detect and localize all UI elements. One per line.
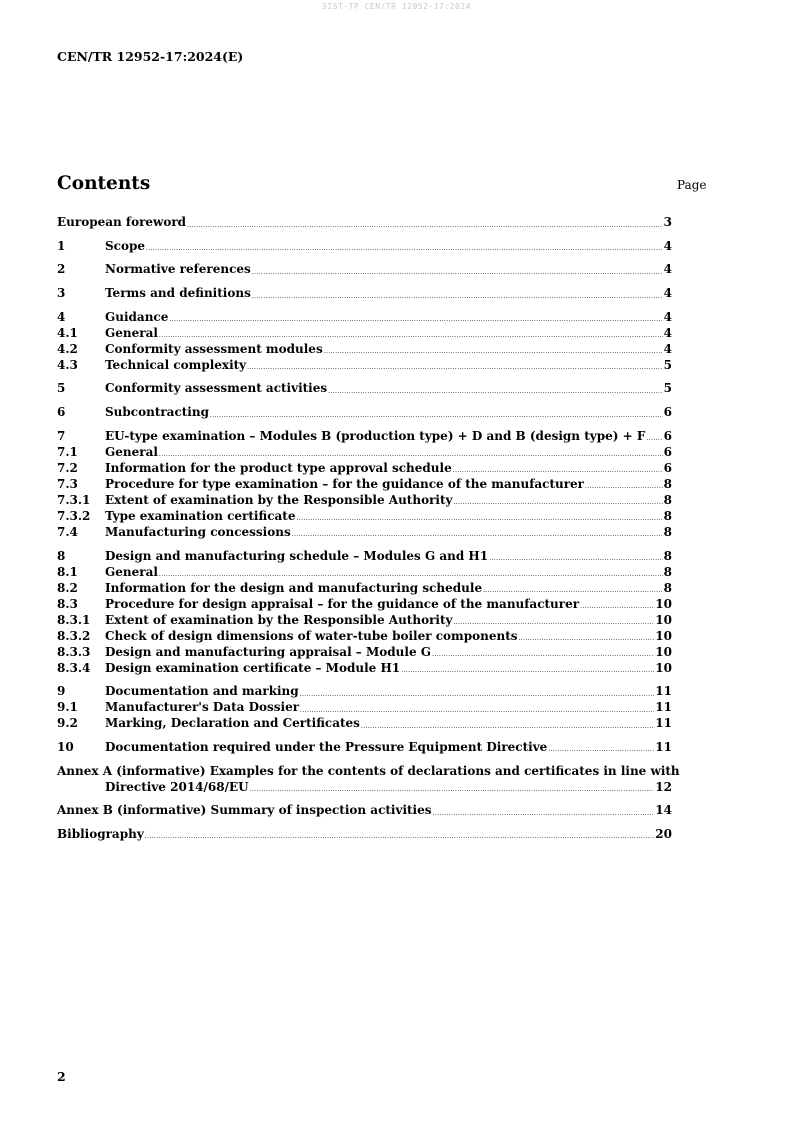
toc-section-number: 6 [57, 405, 66, 420]
toc-leader-dots [324, 347, 663, 356]
toc-entry[interactable] [57, 597, 672, 612]
toc-entry[interactable] [57, 803, 672, 818]
toc-page-number: 4 [663, 262, 672, 277]
toc-entry[interactable] [57, 700, 672, 715]
toc-leader-dots [169, 315, 662, 324]
toc-title: Guidance [105, 309, 169, 324]
toc-entry[interactable] [57, 780, 672, 795]
toc-title: Manufacturer's Data Dossier [105, 700, 300, 715]
toc-page-number: 5 [663, 381, 672, 396]
toc-leader-dots [646, 434, 662, 443]
toc-entry[interactable] [57, 262, 672, 277]
toc-page-number: 4 [663, 309, 672, 324]
toc-leader-dots [145, 832, 655, 841]
toc-title: Design and manufacturing appraisal – Module G [105, 644, 432, 659]
toc-title: Conformity assessment activities [105, 381, 328, 396]
toc-page-number: 6 [663, 460, 672, 475]
toc-leader-dots [159, 570, 663, 579]
table-of-contents [57, 215, 680, 841]
toc-section-number: 7 [57, 428, 66, 443]
toc-page-number: 11 [655, 739, 672, 754]
toc-title: Manufacturing concessions [105, 524, 291, 539]
toc-page-number: 10 [655, 612, 672, 627]
toc-title: EU-type examination – Modules B (production type) + D and B (design type) + F [105, 428, 646, 443]
toc-page-number: 20 [655, 826, 672, 841]
page-number: 2 [57, 1069, 66, 1084]
toc-page-number: 6 [663, 444, 672, 459]
toc-page-number: 11 [655, 716, 672, 731]
toc-title: General [105, 444, 158, 459]
toc-title: Annex B (informative) Summary of inspection activities [57, 803, 432, 818]
toc-leader-dots [433, 809, 655, 818]
toc-page-number: 4 [663, 341, 672, 356]
toc-section-number: 8.3.3 [57, 644, 91, 659]
toc-page-number: 8 [663, 492, 672, 507]
toc-entry[interactable] [57, 286, 672, 301]
toc-leader-dots [250, 785, 655, 794]
toc-section-number: 4 [57, 309, 66, 324]
toc-entry[interactable] [57, 716, 672, 731]
page-column-label: Page [677, 178, 707, 192]
toc-title: Extent of examination by the Responsible Authority [105, 492, 453, 507]
toc-leader-dots [432, 650, 654, 659]
toc-title: Check of design dimensions of water-tube boiler components [105, 628, 518, 643]
toc-title: Information for the design and manufacturing schedule [105, 580, 483, 595]
toc-title: Marking, Declaration and Certificates [105, 716, 360, 731]
toc-leader-dots [252, 268, 663, 277]
toc-entry[interactable] [57, 493, 672, 508]
toc-entry[interactable] [57, 613, 672, 628]
toc-section-number: 8.3.1 [57, 612, 91, 627]
toc-page-number: 8 [663, 580, 672, 595]
toc-section-number: 8.2 [57, 580, 78, 595]
toc-entry[interactable] [57, 549, 672, 564]
toc-leader-dots [453, 466, 663, 475]
toc-section-number: 9.1 [57, 700, 78, 715]
toc-leader-dots [252, 292, 663, 301]
toc-title: Extent of examination by the Responsible Authority [105, 612, 453, 627]
toc-entry[interactable] [57, 342, 672, 357]
toc-entry[interactable] [57, 661, 672, 676]
toc-title: Scope [105, 238, 146, 253]
toc-page-number: 3 [663, 215, 672, 229]
toc-entry[interactable] [57, 629, 672, 644]
toc-page-number: 4 [663, 325, 672, 340]
toc-page-number: 4 [663, 286, 672, 301]
toc-section-number: 1 [57, 238, 66, 253]
toc-entry[interactable] [57, 565, 672, 580]
toc-title: Design and manufacturing schedule – Modules G and H1 [105, 548, 489, 563]
toc-title: Documentation and marking [105, 684, 299, 699]
toc-title: Type examination certificate [105, 508, 296, 523]
toc-leader-dots [580, 602, 654, 611]
toc-section-number: 8.3.2 [57, 628, 91, 643]
toc-section-number: 5 [57, 381, 66, 396]
toc-leader-dots [300, 690, 655, 699]
toc-entry[interactable] [57, 310, 672, 325]
toc-entry[interactable] [57, 358, 672, 373]
toc-entry[interactable] [57, 477, 672, 492]
toc-entry[interactable] [57, 684, 672, 699]
toc-page-number: 10 [655, 628, 672, 643]
toc-page-number: 14 [655, 803, 672, 818]
toc-leader-dots [483, 586, 663, 595]
toc-leader-dots [453, 498, 662, 507]
toc-entry[interactable] [57, 827, 672, 842]
toc-section-number: 2 [57, 262, 66, 277]
toc-leader-dots [146, 244, 663, 253]
toc-entry[interactable] [57, 381, 672, 396]
toc-leader-dots [585, 482, 663, 491]
toc-leader-dots [296, 514, 662, 523]
toc-section-number: 7.3 [57, 476, 78, 491]
toc-entry[interactable] [57, 740, 672, 755]
toc-title: European foreword [57, 215, 187, 229]
toc-page-number: 8 [663, 476, 672, 491]
toc-page-number: 11 [655, 684, 672, 699]
toc-page-number: 8 [663, 524, 672, 539]
toc-section-number: 8.1 [57, 564, 78, 579]
toc-page-number: 12 [655, 779, 672, 794]
toc-section-number: 8.3.4 [57, 660, 91, 675]
toc-title: General [105, 564, 158, 579]
toc-leader-dots [453, 618, 654, 627]
toc-title: Bibliography [57, 826, 144, 841]
toc-leader-dots [159, 331, 663, 340]
toc-title: Subcontracting [105, 405, 209, 420]
toc-page-number: 8 [663, 564, 672, 579]
toc-leader-dots [187, 221, 663, 230]
toc-title: Procedure for design appraisal – for the guidance of the manufacturer [105, 596, 580, 611]
toc-section-number: 7.1 [57, 444, 78, 459]
toc-title: Documentation required under the Pressure Equipment Directive [105, 739, 548, 754]
toc-entry[interactable] [57, 525, 672, 540]
toc-section-number: 4.3 [57, 357, 78, 372]
toc-leader-dots [328, 387, 663, 396]
toc-page-number: 8 [663, 508, 672, 523]
toc-title-continuation: Directive 2014/68/EU [105, 779, 249, 794]
toc-section-number: 4.1 [57, 325, 78, 340]
toc-section-number: 7.4 [57, 524, 78, 539]
toc-leader-dots [300, 706, 654, 715]
toc-leader-dots [159, 450, 663, 459]
toc-entry[interactable] [57, 581, 672, 596]
toc-leader-dots [247, 363, 663, 372]
toc-page-number: 5 [663, 357, 672, 372]
toc-entry[interactable] [57, 405, 672, 420]
toc-page-number: 10 [655, 596, 672, 611]
toc-leader-dots [519, 634, 655, 643]
toc-title: Annex A (informative) Examples for the contents of declarations and certificates in line with [57, 763, 680, 778]
toc-title: General [105, 325, 158, 340]
toc-section-number: 8 [57, 548, 66, 563]
toc-entry[interactable] [57, 763, 680, 779]
toc-section-number: 7.2 [57, 460, 78, 475]
toc-section-number: 9.2 [57, 716, 78, 731]
toc-section-number: 7.3.2 [57, 508, 91, 523]
toc-title: Normative references [105, 262, 251, 277]
toc-leader-dots [292, 530, 663, 539]
toc-leader-dots [489, 554, 663, 563]
toc-entry[interactable] [57, 645, 672, 660]
toc-page-number: 4 [663, 238, 672, 253]
toc-entry[interactable] [57, 445, 672, 460]
toc-leader-dots [210, 411, 663, 420]
toc-entry[interactable] [57, 509, 672, 524]
contents-title: Contents [57, 173, 151, 194]
toc-section-number: 7.3.1 [57, 492, 91, 507]
toc-entry[interactable] [57, 239, 672, 254]
toc-title: Information for the product type approval schedule [105, 460, 452, 475]
watermark: SIST-TP CEN/TR 12952-17:2024 [322, 2, 471, 11]
toc-leader-dots [401, 666, 654, 675]
toc-page-number: 6 [663, 428, 672, 443]
toc-page-number: 10 [655, 644, 672, 659]
toc-leader-dots [361, 722, 654, 731]
toc-title: Conformity assessment modules [105, 341, 323, 356]
toc-page-number: 11 [655, 700, 672, 715]
toc-section-number: 8.3 [57, 596, 78, 611]
toc-entry[interactable] [57, 461, 672, 476]
document-id-header: CEN/TR 12952-17:2024(E) [57, 49, 244, 64]
toc-entry[interactable] [57, 429, 672, 444]
toc-section-number: 3 [57, 286, 66, 301]
toc-leader-dots [548, 745, 654, 754]
toc-section-number: 10 [57, 739, 74, 754]
toc-entry[interactable] [57, 215, 672, 230]
toc-title: Design examination certificate – Module H1 [105, 660, 401, 675]
toc-section-number: 9 [57, 684, 66, 699]
toc-title: Terms and definitions [105, 286, 251, 301]
toc-title: Technical complexity [105, 357, 247, 372]
toc-page-number: 6 [663, 405, 672, 420]
toc-title: Procedure for type examination – for the guidance of the manufacturer [105, 476, 584, 491]
toc-page-number: 10 [655, 660, 672, 675]
toc-page-number: 8 [663, 548, 672, 563]
toc-section-number: 4.2 [57, 341, 78, 356]
toc-entry[interactable] [57, 326, 672, 341]
